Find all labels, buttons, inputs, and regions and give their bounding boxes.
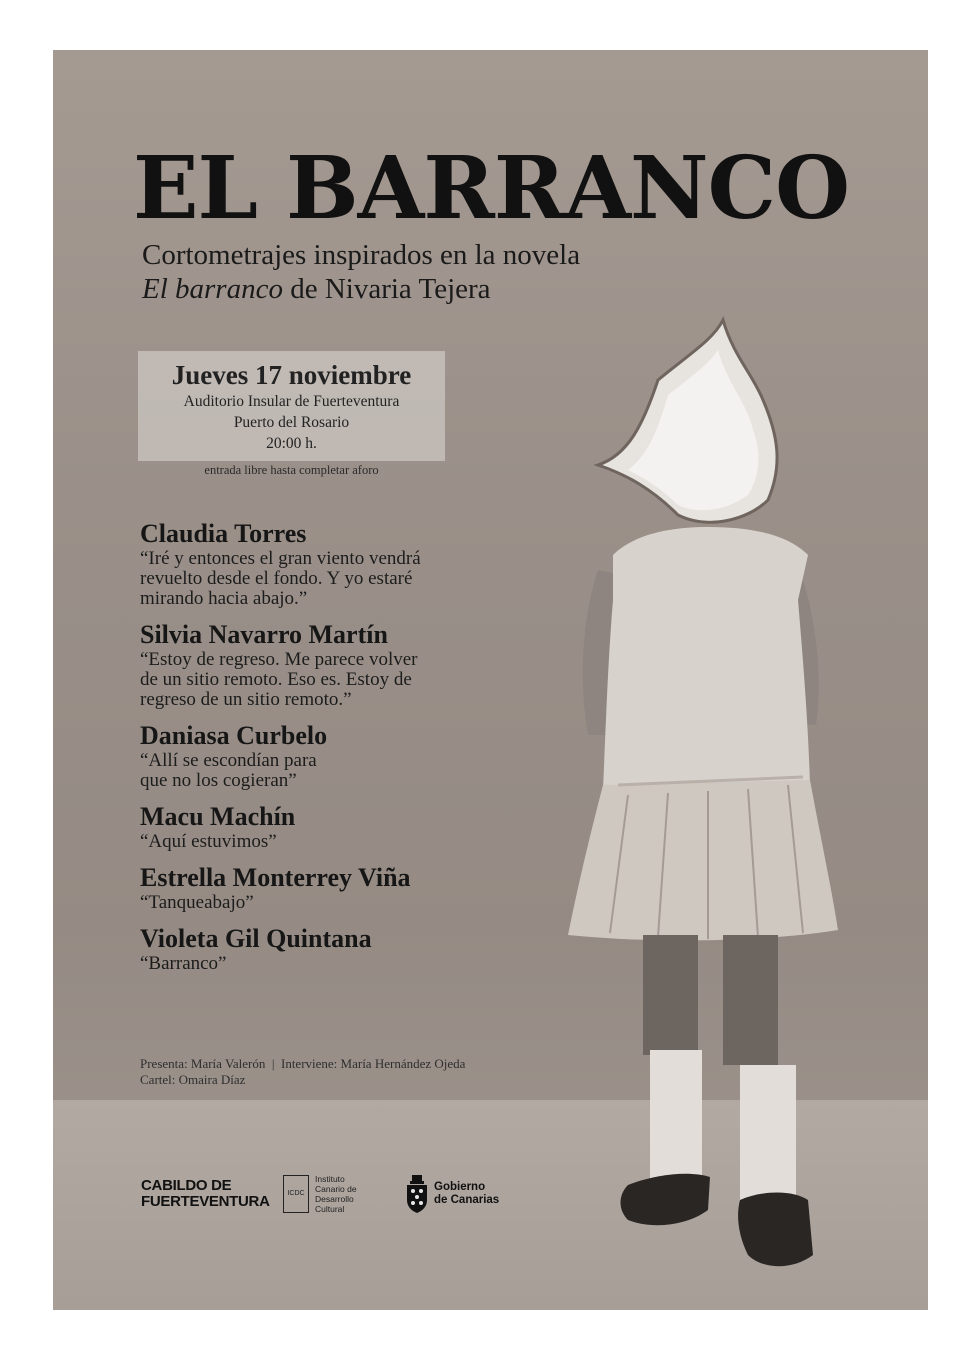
film-quote: “Barranco” [140,953,227,974]
left-shoe [621,1174,711,1225]
film-director: Macu Machín [140,802,296,831]
coat-of-arms-icon [404,1174,430,1214]
subtitle-line-2 [142,272,762,306]
left-sock [650,1050,702,1190]
film-quote: “Iré y entonces el gran viento vendrá revuelto desde el fondo. Y yo estaré mirando hacia abajo.” [140,548,421,609]
film-director: Violeta Gil Quintana [140,924,372,953]
event-venue: Auditorio Insular de Fuerteventura [183,393,400,410]
event-info-box [138,351,445,461]
event-date: Jueves 17 noviembre [171,360,412,390]
subtitle-line-1: Cortometrajes inspirados en la novela [142,239,581,271]
film-item [140,720,560,791]
film-director: Daniasa Curbelo [140,721,328,750]
right-shoe [738,1193,813,1267]
film-quote: “Allí se escondían para que no los cogieran” [140,750,317,791]
credits-poster-design: Cartel: Omaira Díaz [140,1072,246,1087]
gobierno-name: Gobierno de Canarias [434,1181,500,1206]
film-item [140,619,560,710]
right-sock [740,1065,796,1215]
novel-title: El barranco [142,273,283,305]
film-director: Claudia Torres [140,519,307,548]
poster [53,50,928,1310]
cabildo-line-2: FUERTEVENTURA [141,1193,270,1210]
poster-title: EL BARRANCO [133,138,850,239]
novel-author: de Nivaria Tejera [282,273,491,305]
entry-note: entrada libre hasta completar aforo [204,463,379,477]
film-quote: “Aquí estuvimos” [140,831,277,852]
credits-presenters: Presenta: María Valerón | Interviene: María Hernández Ojeda [140,1056,466,1071]
poster-subtitle [142,238,762,306]
gobierno-canarias-logo [404,1172,514,1216]
event-city: Puerto del Rosario [233,414,350,431]
icdc-logo [283,1172,393,1216]
right-leg [723,935,778,1065]
film-director: Estrella Monterrey Viña [140,863,411,892]
film-item [140,923,560,974]
film-item [140,862,560,913]
cabildo-logo [138,1172,270,1216]
girl-photo-illustration [558,315,878,1275]
film-list [140,518,560,984]
dress-bodice [603,527,810,790]
film-quote: “Estoy de regreso. Me parece volver de un sitio remoto. Eso es. Estoy de regreso de un sitio remoto.” [140,649,418,710]
cabildo-line-1: CABILDO DE [141,1177,232,1194]
film-director: Silvia Navarro Martín [140,620,388,649]
event-time: 20:00 h. [266,435,317,452]
icdc-name: Instituto Canario de Desarrollo Cultural [315,1174,357,1214]
dress-skirt [568,780,838,940]
sponsor-logos [138,1172,558,1222]
film-quote: “Tanqueabajo” [140,892,254,913]
film-item [140,518,560,609]
film-item [140,801,560,852]
left-leg [643,935,698,1055]
icdc-mark-icon: ICDC [283,1175,309,1213]
